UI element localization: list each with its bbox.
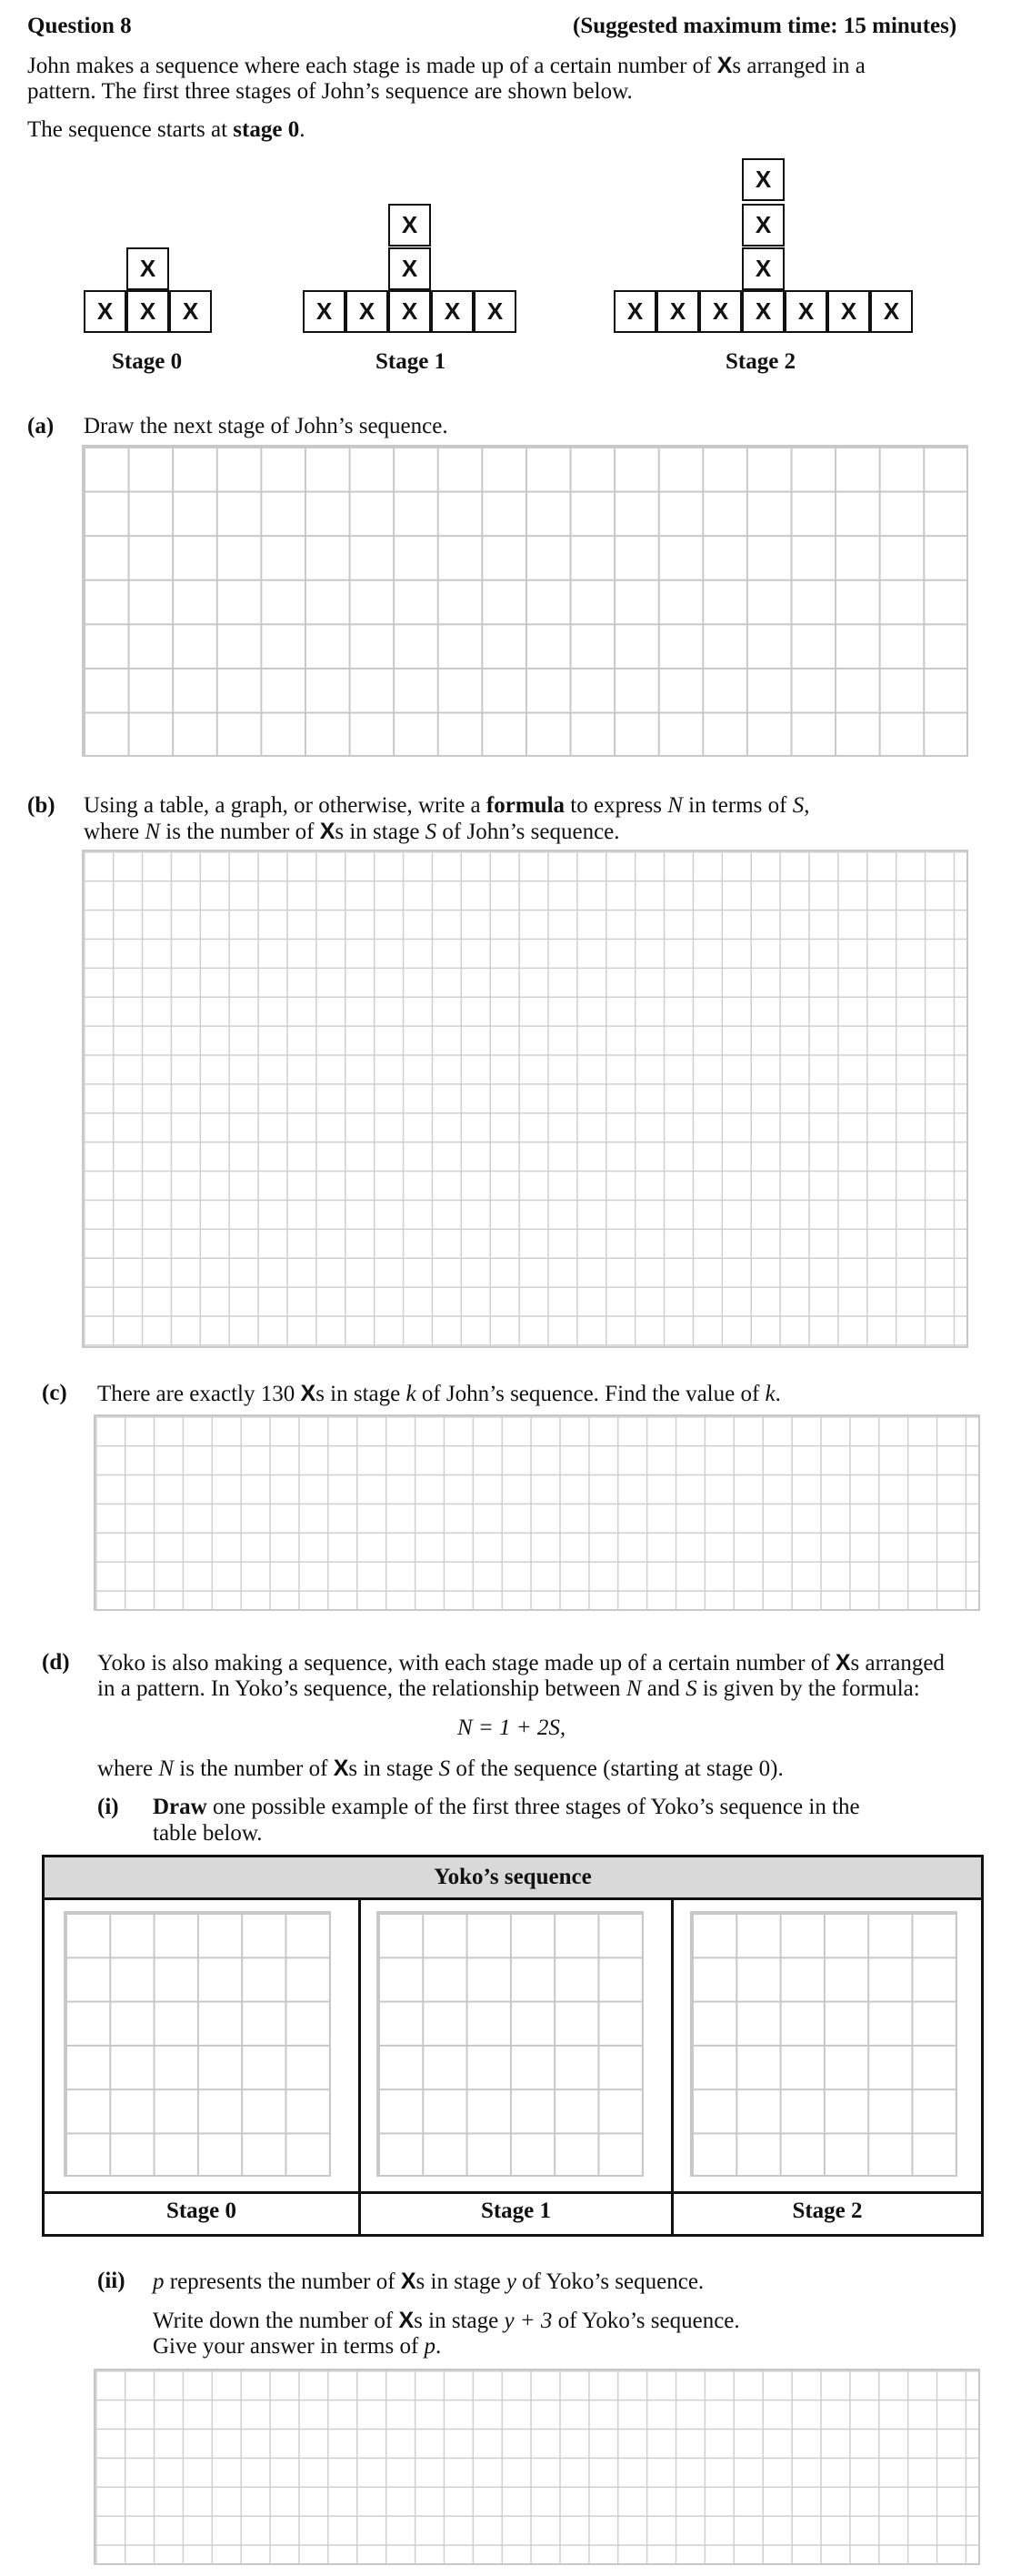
x-cell: X <box>431 290 474 333</box>
x-cell: X <box>827 290 870 333</box>
part-d-ii-line-2: Write down the number of Xs in stage y + 3 of Yoko’s sequence. <box>153 2308 740 2333</box>
x-cell: X <box>303 290 345 333</box>
part-d-tag: (d) <box>42 1650 70 1675</box>
answer-grid-b[interactable] <box>82 850 968 1348</box>
part-d-ii-line-3: Give your answer in terms of p. <box>153 2334 442 2359</box>
x-cell: X <box>699 290 742 333</box>
answer-grid-c[interactable] <box>94 1414 980 1611</box>
answer-grid-d-ii[interactable] <box>94 2369 980 2565</box>
part-d-line-1: Yoko is also making a sequence, with each stage made up of a certain number of Xs arranged <box>97 1650 945 1675</box>
x-cell: X <box>126 247 169 290</box>
part-c-tag: (c) <box>42 1381 67 1405</box>
part-d-i-tag: (i) <box>97 1795 119 1819</box>
x-cell: X <box>474 290 516 333</box>
yoko-table-title: Yoko’s sequence <box>45 1857 981 1900</box>
yoko-stage-1-grid[interactable] <box>376 1911 644 2177</box>
part-d-line-2: in a pattern. In Yoko’s sequence, the relationship between N and S is given by the formula: <box>97 1676 920 1701</box>
part-b-line-1: Using a table, a graph, or otherwise, write a formula to express N in terms of S, <box>84 793 810 818</box>
x-cell: X <box>169 290 212 333</box>
part-a-tag: (a) <box>27 414 55 438</box>
part-d-i-line-1: Draw one possible example of the first three stages of Yoko’s sequence in the <box>153 1795 860 1819</box>
part-a-text: Draw the next stage of John’s sequence. <box>84 414 448 438</box>
intro-line-3: The sequence starts at stage 0. <box>27 117 305 142</box>
part-d-i-line-2: table below. <box>153 1821 263 1846</box>
x-cell: X <box>785 290 827 333</box>
yoko-stage-0-label: Stage 0 <box>165 2199 237 2223</box>
answer-grid-a[interactable] <box>82 445 968 757</box>
part-d-line-3: where N is the number of Xs in stage S of the sequence (starting at stage 0). <box>97 1756 784 1781</box>
x-cell: X <box>870 290 913 333</box>
x-cell: X <box>742 290 785 333</box>
yoko-stage-2-label: Stage 2 <box>792 2199 863 2223</box>
stage-2-label: Stage 2 <box>726 349 796 374</box>
part-b-line-2: where N is the number of Xs in stage S of John’s sequence. <box>84 819 620 844</box>
x-cell: X <box>388 247 431 290</box>
yoko-stage-0-grid[interactable] <box>64 1911 331 2177</box>
x-cell: X <box>742 247 785 290</box>
intro-line-1: John makes a sequence where each stage is made up of a certain number of Xs arranged in a <box>27 53 866 78</box>
suggested-time: (Suggested maximum time: 15 minutes) <box>573 14 957 38</box>
x-cell: X <box>84 290 126 333</box>
x-cell: X <box>742 204 785 247</box>
intro-line-2: pattern. The first three stages of John’s sequence are shown below. <box>27 79 633 104</box>
stage-0-label: Stage 0 <box>112 349 183 374</box>
stage-1-label: Stage 1 <box>375 349 446 374</box>
yoko-stage-1-label: Stage 1 <box>480 2199 552 2223</box>
x-cell: X <box>742 158 785 201</box>
x-cell: X <box>388 204 431 247</box>
part-c-text: There are exactly 130 Xs in stage k of John’s sequence. Find the value of k. <box>97 1381 781 1406</box>
yoko-stage-2-grid[interactable] <box>690 1911 957 2177</box>
part-d-ii-tag: (ii) <box>97 2269 125 2293</box>
x-cell: X <box>614 290 656 333</box>
part-b-tag: (b) <box>27 793 55 818</box>
x-cell: X <box>656 290 699 333</box>
table-footer-rule <box>45 2191 981 2194</box>
x-cell: X <box>126 290 169 333</box>
table-divider <box>358 1897 361 2234</box>
x-cell: X <box>345 290 388 333</box>
yoko-table <box>42 1855 984 2237</box>
x-cell: X <box>388 290 431 333</box>
question-title: Question 8 <box>27 14 132 38</box>
table-divider <box>671 1897 674 2234</box>
part-d-ii-line-1: p represents the number of Xs in stage y of Yoko’s sequence. <box>153 2269 705 2294</box>
part-d-formula: N = 1 + 2S, <box>457 1716 566 1740</box>
